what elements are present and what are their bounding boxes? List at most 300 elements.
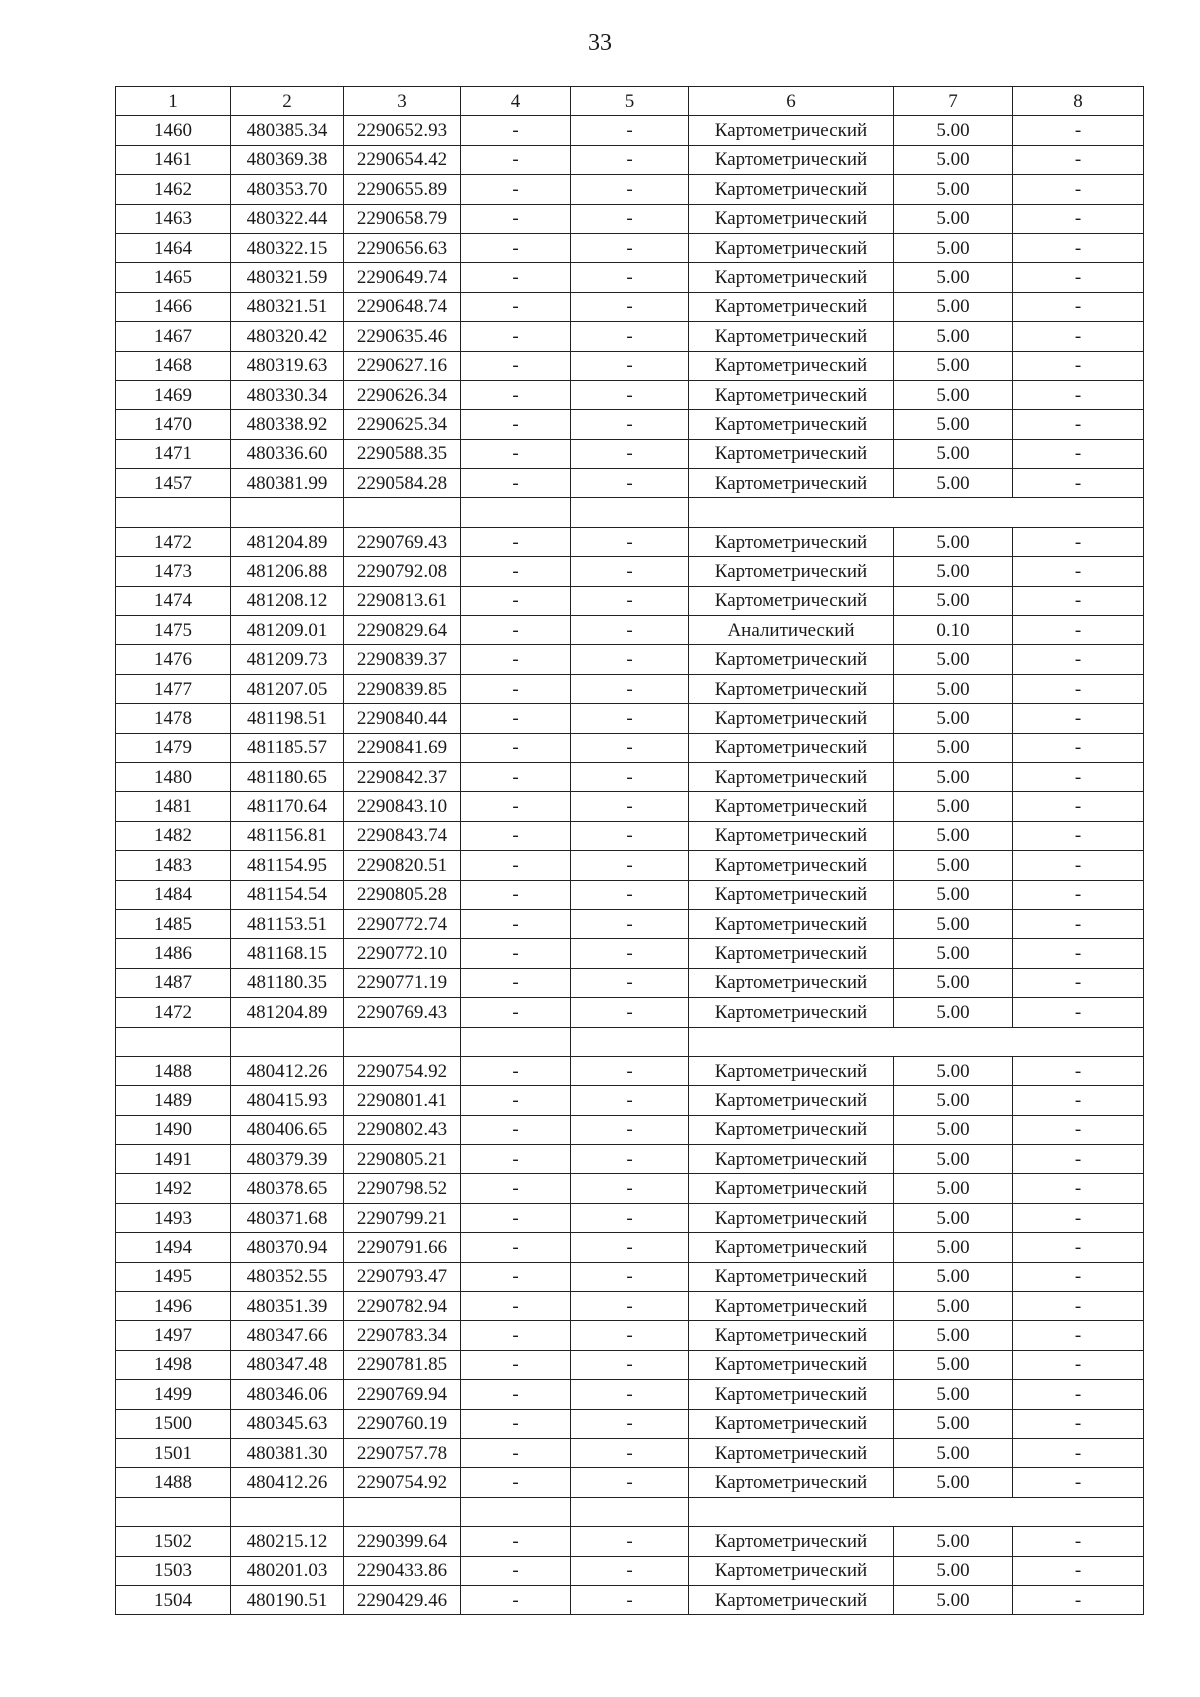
col4-value-cell: -: [461, 145, 571, 174]
x-coordinate-cell: 480371.68: [231, 1203, 344, 1232]
point-number-cell: 1472: [116, 527, 231, 556]
method-cell: Аналитический: [689, 616, 894, 645]
col4-value-cell: -: [461, 851, 571, 880]
y-coordinate-cell: 2290771.19: [344, 968, 461, 997]
point-number-cell: 1480: [116, 762, 231, 791]
x-coordinate-cell: 481204.89: [231, 998, 344, 1027]
x-coordinate-cell: 480385.34: [231, 116, 344, 145]
col4-value-cell: -: [461, 1115, 571, 1144]
x-coordinate-cell: 480346.06: [231, 1380, 344, 1409]
accuracy-cell: 5.00: [894, 762, 1013, 791]
x-coordinate-cell: 480215.12: [231, 1527, 344, 1556]
y-coordinate-cell: 2290429.46: [344, 1585, 461, 1614]
point-number-cell: 1490: [116, 1115, 231, 1144]
col4-value-cell: -: [461, 1233, 571, 1262]
point-number-cell: 1479: [116, 733, 231, 762]
col8-value-cell: -: [1013, 704, 1144, 733]
x-coordinate-cell: 480190.51: [231, 1585, 344, 1614]
table-row: [116, 175, 1144, 204]
col8-value-cell: -: [1013, 1262, 1144, 1291]
col5-value-cell: -: [571, 674, 689, 703]
accuracy-cell: 5.00: [894, 704, 1013, 733]
x-coordinate-cell: 481168.15: [231, 939, 344, 968]
column-header: 5: [571, 87, 689, 116]
x-coordinate-cell: 480321.51: [231, 292, 344, 321]
accuracy-cell: 5.00: [894, 1115, 1013, 1144]
empty-cell: [231, 1497, 344, 1526]
col5-value-cell: -: [571, 322, 689, 351]
col5-value-cell: -: [571, 1468, 689, 1497]
accuracy-cell: 5.00: [894, 1262, 1013, 1291]
table-row: [116, 1468, 1144, 1497]
accuracy-cell: 5.00: [894, 1409, 1013, 1438]
table-row: [116, 1350, 1144, 1379]
col5-value-cell: -: [571, 586, 689, 615]
col8-value-cell: -: [1013, 821, 1144, 850]
table-row: [116, 792, 1144, 821]
col4-value-cell: -: [461, 1262, 571, 1291]
method-cell: Картометрический: [689, 527, 894, 556]
point-number-cell: 1482: [116, 821, 231, 850]
col8-value-cell: -: [1013, 674, 1144, 703]
y-coordinate-cell: 2290791.66: [344, 1233, 461, 1262]
y-coordinate-cell: 2290635.46: [344, 322, 461, 351]
accuracy-cell: 5.00: [894, 263, 1013, 292]
x-coordinate-cell: 480406.65: [231, 1115, 344, 1144]
y-coordinate-cell: 2290625.34: [344, 410, 461, 439]
x-coordinate-cell: 480378.65: [231, 1174, 344, 1203]
col4-value-cell: -: [461, 968, 571, 997]
table-row: [116, 1056, 1144, 1085]
table-row: [116, 733, 1144, 762]
x-coordinate-cell: 480381.99: [231, 469, 344, 498]
method-cell: Картометрический: [689, 322, 894, 351]
x-coordinate-cell: 481154.95: [231, 851, 344, 880]
col8-value-cell: -: [1013, 998, 1144, 1027]
col4-value-cell: -: [461, 410, 571, 439]
column-header: 6: [689, 87, 894, 116]
x-coordinate-cell: 480322.44: [231, 204, 344, 233]
col8-value-cell: -: [1013, 762, 1144, 791]
table-row: [116, 380, 1144, 409]
col5-value-cell: -: [571, 1203, 689, 1232]
col4-value-cell: -: [461, 1468, 571, 1497]
y-coordinate-cell: 2290399.64: [344, 1527, 461, 1556]
col4-value-cell: -: [461, 1556, 571, 1585]
col4-value-cell: -: [461, 292, 571, 321]
column-header: 8: [1013, 87, 1144, 116]
empty-cell: [689, 1497, 1144, 1526]
accuracy-cell: 5.00: [894, 1556, 1013, 1585]
accuracy-cell: 5.00: [894, 998, 1013, 1027]
accuracy-cell: 5.00: [894, 292, 1013, 321]
x-coordinate-cell: 480351.39: [231, 1292, 344, 1321]
accuracy-cell: 5.00: [894, 880, 1013, 909]
y-coordinate-cell: 2290769.43: [344, 998, 461, 1027]
point-number-cell: 1468: [116, 351, 231, 380]
accuracy-cell: 5.00: [894, 322, 1013, 351]
table-row: [116, 1086, 1144, 1115]
method-cell: Картометрический: [689, 1262, 894, 1291]
y-coordinate-cell: 2290652.93: [344, 116, 461, 145]
col5-value-cell: -: [571, 263, 689, 292]
table-row: [116, 1527, 1144, 1556]
col4-value-cell: -: [461, 351, 571, 380]
page-number: 33: [588, 30, 612, 56]
x-coordinate-cell: 481208.12: [231, 586, 344, 615]
point-number-cell: 1460: [116, 116, 231, 145]
accuracy-cell: 5.00: [894, 233, 1013, 262]
col4-value-cell: -: [461, 116, 571, 145]
table-row: [116, 1174, 1144, 1203]
table-row: [116, 1585, 1144, 1614]
col5-value-cell: -: [571, 821, 689, 850]
x-coordinate-cell: 480415.93: [231, 1086, 344, 1115]
method-cell: Картометрический: [689, 1203, 894, 1232]
empty-cell: [231, 498, 344, 527]
table-row: [116, 586, 1144, 615]
empty-cell: [344, 1497, 461, 1526]
method-cell: Картометрический: [689, 1056, 894, 1085]
y-coordinate-cell: 2290655.89: [344, 175, 461, 204]
empty-cell: [571, 1497, 689, 1526]
col4-value-cell: -: [461, 880, 571, 909]
col5-value-cell: -: [571, 616, 689, 645]
method-cell: Картометрический: [689, 439, 894, 468]
col4-value-cell: -: [461, 645, 571, 674]
table-header-row: [116, 87, 1144, 116]
col5-value-cell: -: [571, 1233, 689, 1262]
accuracy-cell: 5.00: [894, 645, 1013, 674]
y-coordinate-cell: 2290842.37: [344, 762, 461, 791]
method-cell: Картометрический: [689, 145, 894, 174]
accuracy-cell: 5.00: [894, 1174, 1013, 1203]
table-row: [116, 527, 1144, 556]
accuracy-cell: 5.00: [894, 1321, 1013, 1350]
col4-value-cell: -: [461, 939, 571, 968]
column-header: 1: [116, 87, 231, 116]
y-coordinate-cell: 2290627.16: [344, 351, 461, 380]
y-coordinate-cell: 2290843.10: [344, 792, 461, 821]
col4-value-cell: -: [461, 1145, 571, 1174]
y-coordinate-cell: 2290769.94: [344, 1380, 461, 1409]
col4-value-cell: -: [461, 233, 571, 262]
col4-value-cell: -: [461, 1203, 571, 1232]
point-number-cell: 1461: [116, 145, 231, 174]
column-header: 7: [894, 87, 1013, 116]
y-coordinate-cell: 2290648.74: [344, 292, 461, 321]
method-cell: Картометрический: [689, 1233, 894, 1262]
table-gap-row: [116, 498, 1144, 527]
col8-value-cell: -: [1013, 1145, 1144, 1174]
method-cell: Картометрический: [689, 1174, 894, 1203]
col4-value-cell: -: [461, 1527, 571, 1556]
y-coordinate-cell: 2290658.79: [344, 204, 461, 233]
col8-value-cell: -: [1013, 380, 1144, 409]
col8-value-cell: -: [1013, 351, 1144, 380]
col4-value-cell: -: [461, 909, 571, 938]
method-cell: Картометрический: [689, 175, 894, 204]
y-coordinate-cell: 2290754.92: [344, 1056, 461, 1085]
y-coordinate-cell: 2290656.63: [344, 233, 461, 262]
col4-value-cell: -: [461, 439, 571, 468]
col4-value-cell: -: [461, 1086, 571, 1115]
col4-value-cell: -: [461, 1585, 571, 1614]
col8-value-cell: -: [1013, 1056, 1144, 1085]
col8-value-cell: -: [1013, 1292, 1144, 1321]
point-number-cell: 1491: [116, 1145, 231, 1174]
point-number-cell: 1474: [116, 586, 231, 615]
table-row: [116, 1233, 1144, 1262]
y-coordinate-cell: 2290649.74: [344, 263, 461, 292]
x-coordinate-cell: 481209.01: [231, 616, 344, 645]
accuracy-cell: 5.00: [894, 1233, 1013, 1262]
col5-value-cell: -: [571, 1556, 689, 1585]
col8-value-cell: -: [1013, 1380, 1144, 1409]
point-number-cell: 1467: [116, 322, 231, 351]
empty-cell: [116, 1497, 231, 1526]
point-number-cell: 1486: [116, 939, 231, 968]
x-coordinate-cell: 481180.65: [231, 762, 344, 791]
col8-value-cell: -: [1013, 645, 1144, 674]
y-coordinate-cell: 2290801.41: [344, 1086, 461, 1115]
col5-value-cell: -: [571, 116, 689, 145]
col4-value-cell: -: [461, 733, 571, 762]
point-number-cell: 1471: [116, 439, 231, 468]
x-coordinate-cell: 480352.55: [231, 1262, 344, 1291]
method-cell: Картометрический: [689, 1409, 894, 1438]
table-row: [116, 1380, 1144, 1409]
col5-value-cell: -: [571, 1056, 689, 1085]
empty-cell: [116, 1027, 231, 1056]
table-row: [116, 292, 1144, 321]
method-cell: Картометрический: [689, 586, 894, 615]
x-coordinate-cell: 481198.51: [231, 704, 344, 733]
method-cell: Картометрический: [689, 410, 894, 439]
x-coordinate-cell: 480330.34: [231, 380, 344, 409]
point-number-cell: 1493: [116, 1203, 231, 1232]
col4-value-cell: -: [461, 1292, 571, 1321]
x-coordinate-cell: 481154.54: [231, 880, 344, 909]
col5-value-cell: -: [571, 351, 689, 380]
table-row: [116, 439, 1144, 468]
accuracy-cell: 5.00: [894, 439, 1013, 468]
y-coordinate-cell: 2290769.43: [344, 527, 461, 556]
point-number-cell: 1475: [116, 616, 231, 645]
point-number-cell: 1499: [116, 1380, 231, 1409]
col8-value-cell: -: [1013, 1321, 1144, 1350]
accuracy-cell: 5.00: [894, 204, 1013, 233]
table-row: [116, 322, 1144, 351]
col4-value-cell: -: [461, 1321, 571, 1350]
col8-value-cell: -: [1013, 175, 1144, 204]
y-coordinate-cell: 2290843.74: [344, 821, 461, 850]
accuracy-cell: 5.00: [894, 968, 1013, 997]
col8-value-cell: -: [1013, 1350, 1144, 1379]
col5-value-cell: -: [571, 1321, 689, 1350]
method-cell: Картометрический: [689, 380, 894, 409]
x-coordinate-cell: 481153.51: [231, 909, 344, 938]
method-cell: Картометрический: [689, 880, 894, 909]
col5-value-cell: -: [571, 204, 689, 233]
col5-value-cell: -: [571, 968, 689, 997]
method-cell: Картометрический: [689, 1468, 894, 1497]
col8-value-cell: -: [1013, 233, 1144, 262]
col8-value-cell: -: [1013, 410, 1144, 439]
col8-value-cell: -: [1013, 939, 1144, 968]
col4-value-cell: -: [461, 1056, 571, 1085]
x-coordinate-cell: 480201.03: [231, 1556, 344, 1585]
method-cell: Картометрический: [689, 704, 894, 733]
method-cell: Картометрический: [689, 292, 894, 321]
table-row: [116, 909, 1144, 938]
y-coordinate-cell: 2290802.43: [344, 1115, 461, 1144]
point-number-cell: 1489: [116, 1086, 231, 1115]
col4-value-cell: -: [461, 175, 571, 204]
table-row: [116, 645, 1144, 674]
y-coordinate-cell: 2290805.21: [344, 1145, 461, 1174]
col8-value-cell: -: [1013, 1468, 1144, 1497]
table-row: [116, 704, 1144, 733]
y-coordinate-cell: 2290754.92: [344, 1468, 461, 1497]
x-coordinate-cell: 481185.57: [231, 733, 344, 762]
col5-value-cell: -: [571, 939, 689, 968]
method-cell: Картометрический: [689, 1321, 894, 1350]
accuracy-cell: 5.00: [894, 674, 1013, 703]
col8-value-cell: -: [1013, 616, 1144, 645]
col4-value-cell: -: [461, 527, 571, 556]
empty-cell: [461, 1497, 571, 1526]
table-row: [116, 939, 1144, 968]
point-number-cell: 1484: [116, 880, 231, 909]
table-row: [116, 233, 1144, 262]
method-cell: Картометрический: [689, 939, 894, 968]
table-row: [116, 1321, 1144, 1350]
empty-cell: [344, 498, 461, 527]
table-row: [116, 616, 1144, 645]
x-coordinate-cell: 480412.26: [231, 1056, 344, 1085]
y-coordinate-cell: 2290781.85: [344, 1350, 461, 1379]
x-coordinate-cell: 480369.38: [231, 145, 344, 174]
point-number-cell: 1497: [116, 1321, 231, 1350]
table-row: [116, 469, 1144, 498]
col8-value-cell: -: [1013, 733, 1144, 762]
column-header: 2: [231, 87, 344, 116]
x-coordinate-cell: 480347.66: [231, 1321, 344, 1350]
method-cell: Картометрический: [689, 263, 894, 292]
x-coordinate-cell: 480379.39: [231, 1145, 344, 1174]
y-coordinate-cell: 2290584.28: [344, 469, 461, 498]
col8-value-cell: -: [1013, 204, 1144, 233]
method-cell: Картометрический: [689, 116, 894, 145]
col5-value-cell: -: [571, 1409, 689, 1438]
point-number-cell: 1465: [116, 263, 231, 292]
method-cell: Картометрический: [689, 645, 894, 674]
x-coordinate-cell: 480322.15: [231, 233, 344, 262]
accuracy-cell: 5.00: [894, 939, 1013, 968]
col8-value-cell: -: [1013, 439, 1144, 468]
col4-value-cell: -: [461, 1350, 571, 1379]
point-number-cell: 1492: [116, 1174, 231, 1203]
point-number-cell: 1498: [116, 1350, 231, 1379]
method-cell: Картометрический: [689, 909, 894, 938]
table-row: [116, 145, 1144, 174]
col5-value-cell: -: [571, 145, 689, 174]
method-cell: Картометрический: [689, 1292, 894, 1321]
empty-cell: [461, 1027, 571, 1056]
table-row: [116, 1409, 1144, 1438]
coordinates-table: [115, 86, 1144, 1615]
col4-value-cell: -: [461, 1174, 571, 1203]
table-row: [116, 880, 1144, 909]
col8-value-cell: -: [1013, 1556, 1144, 1585]
accuracy-cell: 5.00: [894, 469, 1013, 498]
y-coordinate-cell: 2290840.44: [344, 704, 461, 733]
col5-value-cell: -: [571, 557, 689, 586]
point-number-cell: 1485: [116, 909, 231, 938]
x-coordinate-cell: 480321.59: [231, 263, 344, 292]
empty-cell: [461, 498, 571, 527]
table-row: [116, 1262, 1144, 1291]
y-coordinate-cell: 2290792.08: [344, 557, 461, 586]
y-coordinate-cell: 2290813.61: [344, 586, 461, 615]
point-number-cell: 1502: [116, 1527, 231, 1556]
point-number-cell: 1466: [116, 292, 231, 321]
col4-value-cell: -: [461, 1380, 571, 1409]
col8-value-cell: -: [1013, 292, 1144, 321]
col5-value-cell: -: [571, 909, 689, 938]
col4-value-cell: -: [461, 998, 571, 1027]
point-number-cell: 1457: [116, 469, 231, 498]
y-coordinate-cell: 2290783.34: [344, 1321, 461, 1350]
method-cell: Картометрический: [689, 204, 894, 233]
col5-value-cell: -: [571, 704, 689, 733]
y-coordinate-cell: 2290626.34: [344, 380, 461, 409]
x-coordinate-cell: 481180.35: [231, 968, 344, 997]
col5-value-cell: -: [571, 233, 689, 262]
col5-value-cell: -: [571, 380, 689, 409]
accuracy-cell: 5.00: [894, 733, 1013, 762]
accuracy-cell: 5.00: [894, 586, 1013, 615]
col4-value-cell: -: [461, 792, 571, 821]
point-number-cell: 1488: [116, 1468, 231, 1497]
accuracy-cell: 5.00: [894, 351, 1013, 380]
col5-value-cell: -: [571, 998, 689, 1027]
y-coordinate-cell: 2290793.47: [344, 1262, 461, 1291]
empty-cell: [344, 1027, 461, 1056]
empty-cell: [689, 1027, 1144, 1056]
method-cell: Картометрический: [689, 469, 894, 498]
col4-value-cell: -: [461, 762, 571, 791]
method-cell: Картометрический: [689, 1438, 894, 1467]
col5-value-cell: -: [571, 762, 689, 791]
x-coordinate-cell: 481209.73: [231, 645, 344, 674]
accuracy-cell: 5.00: [894, 1086, 1013, 1115]
method-cell: Картометрический: [689, 733, 894, 762]
y-coordinate-cell: 2290805.28: [344, 880, 461, 909]
method-cell: Картометрический: [689, 968, 894, 997]
table-row: [116, 1292, 1144, 1321]
col4-value-cell: -: [461, 204, 571, 233]
method-cell: Картометрический: [689, 998, 894, 1027]
point-number-cell: 1476: [116, 645, 231, 674]
point-number-cell: 1504: [116, 1585, 231, 1614]
col4-value-cell: -: [461, 704, 571, 733]
y-coordinate-cell: 2290841.69: [344, 733, 461, 762]
x-coordinate-cell: 480370.94: [231, 1233, 344, 1262]
x-coordinate-cell: 481170.64: [231, 792, 344, 821]
col8-value-cell: -: [1013, 1203, 1144, 1232]
